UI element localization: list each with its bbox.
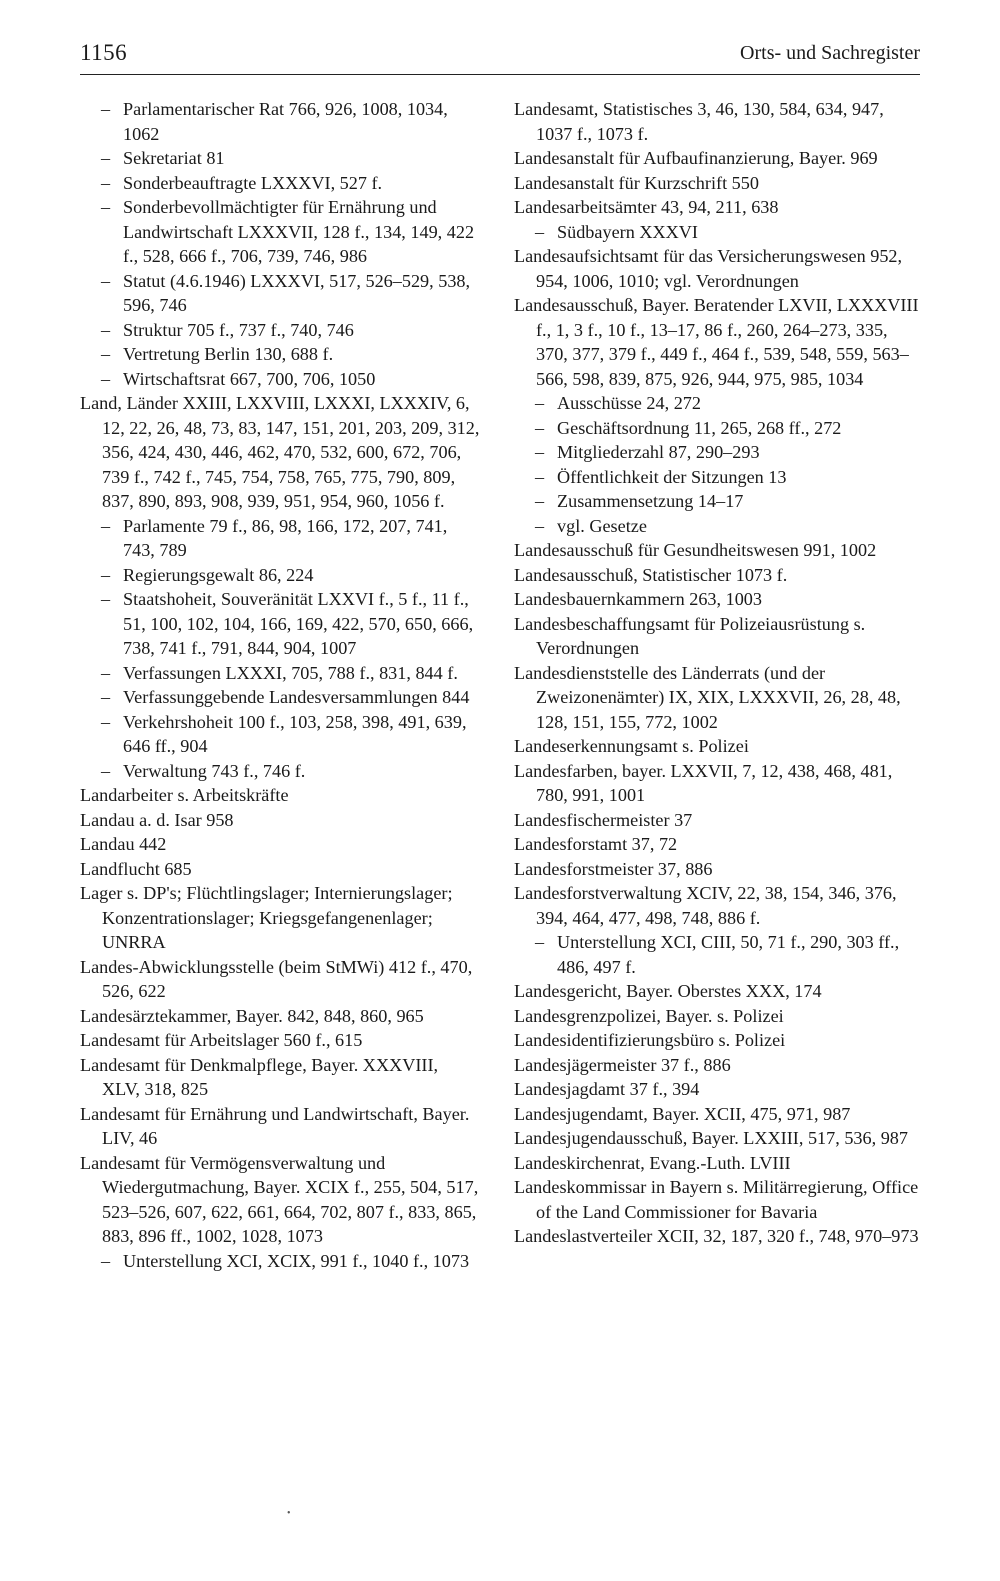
index-subentry: [80, 685, 480, 710]
index-subentry: [80, 1249, 480, 1274]
entry-text: Regierungsgewalt 86, 224: [123, 564, 314, 585]
subentry-dash: –: [101, 319, 111, 340]
entry-text: Landau a. d. Isar 958: [80, 809, 234, 830]
entry-text: Landesärztekammer, Bayer. 842, 848, 860, 965: [80, 1005, 424, 1026]
subentry-dash: –: [101, 760, 111, 781]
entry-text: Landflucht 685: [80, 858, 192, 879]
index-entry: [514, 1077, 920, 1102]
index-entry: [80, 881, 480, 955]
index-entry: [80, 783, 480, 808]
index-subentry: [80, 759, 480, 784]
index-entry: [514, 1004, 920, 1029]
index-entry: [514, 1102, 920, 1127]
entry-text: Staatshoheit, Souveränität LXXVI f., 5 f., 11 f., 51, 100, 102, 104, 166, 169, 422, 570, 650, 666, 738, 741 f., 791, 844, 904, 1007: [123, 589, 474, 658]
index-entry: [80, 857, 480, 882]
entry-text: Südbayern XXXVI: [557, 221, 698, 242]
entry-text: Struktur 705 f., 737 f., 740, 746: [123, 319, 354, 340]
subentry-dash: –: [101, 344, 111, 364]
index-entry: [80, 1102, 480, 1151]
index-entry: [514, 538, 920, 563]
entry-text: Geschäftsordnung 11, 265, 268 ff., 272: [557, 417, 842, 438]
entry-text: Landesamt für Ernährung und Landwirtschaft, Bayer. LIV, 46: [80, 1103, 470, 1148]
index-entry: [514, 661, 920, 735]
entry-text: Landesjagdamt 37 f., 394: [514, 1079, 700, 1099]
subentry-dash: –: [101, 197, 111, 217]
index-entry: [80, 808, 480, 833]
entry-text: Ausschüsse 24, 272: [557, 393, 701, 413]
index-subentry: [514, 391, 920, 416]
entry-text: Landesamt für Arbeitslager 560 f., 615: [80, 1030, 363, 1050]
index-entry: [514, 195, 920, 220]
entry-text: Landesaufsichtsamt für das Versicherungswesen 952, 954, 1006, 1010; vgl. Verordnungen: [514, 246, 903, 291]
entry-text: Landesfarben, bayer. LXXVII, 7, 12, 438, 468, 481, 780, 991, 1001: [514, 760, 893, 805]
subentry-dash: –: [101, 711, 111, 732]
index-subentry: [80, 367, 480, 392]
index-subentry: [80, 318, 480, 343]
index-entry: [514, 881, 920, 930]
index-entry: [80, 391, 480, 514]
entry-text: Landau 442: [80, 834, 167, 854]
subentry-dash: –: [101, 662, 111, 683]
footer-mark: •: [287, 1508, 291, 1519]
index-entry: [514, 97, 920, 146]
entry-text: Landeskirchenrat, Evang.-Luth. LVIII: [514, 1152, 791, 1173]
entry-text: Landesamt für Vermögensverwaltung und Wiedergutmachung, Bayer. XCIX f., 255, 504, 517, 523–526, 607, 622, 661, 664, 702, 807 f., 833, 865, 883, 896 ff., 1002, 1028, 1073: [80, 1152, 479, 1246]
index-subentry: [80, 563, 480, 588]
subentry-dash: –: [535, 393, 545, 413]
entry-text: vgl. Gesetze: [557, 515, 647, 536]
entry-text: Landesbeschaffungsamt für Polizeiausrüstung s. Verordnungen: [514, 613, 866, 658]
entry-text: Landesjugendamt, Bayer. XCII, 475, 971, 987: [514, 1103, 851, 1124]
index-entry: [514, 587, 920, 612]
index-entry: [514, 808, 920, 833]
index-entry: [514, 832, 920, 857]
index-subentry: [80, 587, 480, 661]
entry-text: Zusammensetzung 14–17: [557, 491, 744, 511]
entry-text: Landesgericht, Bayer. Oberstes XXX, 174: [514, 981, 822, 1001]
index-entry: [514, 1126, 920, 1151]
index-subentry: [80, 661, 480, 686]
entry-text: Landesausschuß, Statistischer 1073 f.: [514, 564, 788, 585]
subentry-dash: –: [535, 515, 545, 536]
entry-text: Landesgrenzpolizei, Bayer. s. Polizei: [514, 1005, 784, 1026]
subentry-dash: –: [101, 589, 111, 609]
index-subentry: [80, 710, 480, 759]
subentry-dash: –: [101, 368, 111, 389]
subentry-dash: –: [535, 442, 545, 462]
entry-text: Landesamt für Denkmalpflege, Bayer. XXXVIII, XLV, 318, 825: [80, 1054, 439, 1099]
running-head: Orts- und Sachregister: [740, 42, 920, 64]
entry-text: Unterstellung XCI, CIII, 50, 71 f., 290, 303 ff., 486, 497 f.: [557, 932, 900, 977]
index-entry: [514, 1175, 920, 1224]
entry-text: Landesausschuß, Bayer. Beratender LXVII, LXXXVIII f., 1, 3 f., 10 f., 13–17, 86 f., 260, 264–273, 335, 370, 377, 379 f., 449 f., 464 f., 539, 548, 559, 563–566, 598, 839, 875, 926, 944, 975, 985, 1034: [514, 295, 919, 389]
subentry-dash: –: [101, 564, 111, 585]
index-subentry: [514, 220, 920, 245]
index-subentry: [80, 146, 480, 171]
subentry-dash: –: [101, 515, 111, 536]
index-entry: [80, 1028, 480, 1053]
subentry-dash: –: [535, 221, 545, 242]
index-subentry: [80, 171, 480, 196]
index-entry: [514, 734, 920, 759]
index-entry: [80, 955, 480, 1004]
subentry-dash: –: [535, 417, 545, 438]
subentry-dash: –: [101, 99, 111, 119]
index-subentry: [80, 97, 480, 146]
index-subentry: [514, 930, 920, 979]
index-subentry: [514, 514, 920, 539]
page-number: 1156: [80, 40, 128, 65]
entry-text: Landesanstalt für Kurzschrift 550: [514, 172, 759, 193]
entry-text: Öffentlichkeit der Sitzungen 13: [557, 466, 787, 487]
index-entry: [80, 1053, 480, 1102]
entry-text: Land, Länder XXIII, LXXVIII, LXXXI, LXXXIV, 6, 12, 22, 26, 48, 73, 83, 147, 151, 201, 203, 209, 312, 356, 424, 430, 446, 462, 470, 532, 600, 672, 706, 739 f., 742 f., 745, 754, 758, 765, 775, 790, 809, 837, 890, 893, 908, 939, 951, 954, 960, 1056 f.: [80, 393, 480, 511]
entry-text: Landesanstalt für Aufbaufinanzierung, Bayer. 969: [514, 148, 878, 168]
entry-text: Landesausschuß für Gesundheitswesen 991, 1002: [514, 540, 877, 560]
entry-text: Landesamt, Statistisches 3, 46, 130, 584, 634, 947, 1037 f., 1073 f.: [514, 99, 884, 144]
index-entry: [514, 293, 920, 391]
entry-text: Landarbeiter s. Arbeitskräfte: [80, 785, 289, 805]
subentry-dash: –: [101, 687, 111, 707]
page-header: [80, 40, 920, 75]
entry-text: Landesarbeitsämter 43, 94, 211, 638: [514, 197, 779, 217]
entry-text: Landesdienststelle des Länderrats (und der Zweizonenämter) IX, XIX, LXXXVII, 26, 28, 48, 128, 151, 155, 772, 1002: [514, 662, 901, 732]
index-subentry: [80, 514, 480, 563]
entry-text: Landesbauernkammern 263, 1003: [514, 589, 762, 609]
entry-text: Landesfischermeister 37: [514, 809, 693, 830]
entry-text: Landeskommissar in Bayern s. Militärregierung, Office of the Land Commissioner for Bavaria: [514, 1177, 919, 1222]
entry-text: Sekretariat 81: [123, 148, 225, 168]
entry-text: Unterstellung XCI, XCIX, 991 f., 1040 f., 1073: [123, 1250, 470, 1271]
index-subentry: [514, 489, 920, 514]
subentry-dash: –: [101, 270, 111, 291]
index-entry: [80, 832, 480, 857]
index-entry: [514, 563, 920, 588]
entry-text: Landesidentifizierungsbüro s. Polizei: [514, 1030, 786, 1050]
entry-text: Statut (4.6.1946) LXXXVI, 517, 526–529, 538, 596, 746: [123, 270, 471, 315]
entry-text: Landeslastverteiler XCII, 32, 187, 320 f., 748, 970–973: [514, 1226, 919, 1246]
index-subentry: [80, 269, 480, 318]
index-entry: [514, 1028, 920, 1053]
entry-text: Landesforstmeister 37, 886: [514, 858, 713, 879]
entry-text: Landes-Abwicklungsstelle (beim StMWi) 412 f., 470, 526, 622: [80, 956, 473, 1001]
index-entry: [514, 857, 920, 882]
index-entry: [80, 1151, 480, 1249]
subentry-dash: –: [535, 932, 545, 952]
subentry-dash: –: [535, 491, 545, 511]
entry-text: Verfassunggebende Landesversammlungen 844: [123, 687, 470, 707]
entry-text: Verwaltung 743 f., 746 f.: [123, 760, 306, 781]
entry-text: Landeserkennungsamt s. Polizei: [514, 736, 749, 756]
index-entry: [514, 244, 920, 293]
index-subentry: [514, 440, 920, 465]
entry-text: Verkehrshoheit 100 f., 103, 258, 398, 491, 639, 646 ff., 904: [123, 711, 467, 756]
entry-text: Lager s. DP's; Flüchtlingslager; Internierungslager; Konzentrationslager; Kriegsgefangenenlager; UNRRA: [80, 883, 453, 952]
entry-text: Landesjugendausschuß, Bayer. LXXIII, 517, 536, 987: [514, 1128, 908, 1148]
index-subentry: [80, 342, 480, 367]
index-entry: [514, 612, 920, 661]
subentry-dash: –: [101, 1250, 111, 1271]
index-entry: [514, 979, 920, 1004]
index-subentry: [514, 416, 920, 441]
entry-text: Verfassungen LXXXI, 705, 788 f., 831, 844 f.: [123, 662, 458, 683]
entry-text: Sonderbevollmächtigter für Ernährung und Landwirtschaft LXXXVII, 128 f., 134, 149, 422 f., 528, 666 f., 706, 739, 746, 986: [123, 197, 475, 266]
index-entry: [514, 1053, 920, 1078]
subentry-dash: –: [101, 172, 111, 193]
index-entry: [514, 171, 920, 196]
index-subentry: [80, 195, 480, 269]
entry-text: Landesjägermeister 37 f., 886: [514, 1054, 731, 1075]
entry-text: Landesforstamt 37, 72: [514, 834, 678, 854]
entry-text: Landesforstverwaltung XCIV, 22, 38, 154, 346, 376, 394, 464, 477, 498, 748, 886 f.: [514, 883, 897, 928]
entry-text: Parlamente 79 f., 86, 98, 166, 172, 207, 741, 743, 789: [123, 515, 448, 560]
entry-text: Wirtschaftsrat 667, 700, 706, 1050: [123, 368, 376, 389]
entry-text: Vertretung Berlin 130, 688 f.: [123, 344, 334, 364]
entry-text: Sonderbeauftragte LXXXVI, 527 f.: [123, 172, 383, 193]
index-entry: [514, 759, 920, 808]
entry-text: Parlamentarischer Rat 766, 926, 1008, 1034, 1062: [123, 99, 448, 144]
index-entry: [80, 1004, 480, 1029]
index-column-right: [514, 97, 920, 1249]
subentry-dash: –: [101, 148, 111, 168]
index-subentry: [514, 465, 920, 490]
index-entry: [514, 1151, 920, 1176]
entry-text: Mitgliederzahl 87, 290–293: [557, 442, 760, 462]
index-column-left: [80, 97, 480, 1273]
index-entry: [514, 1224, 920, 1249]
index-entry: [514, 146, 920, 171]
subentry-dash: –: [535, 466, 545, 487]
